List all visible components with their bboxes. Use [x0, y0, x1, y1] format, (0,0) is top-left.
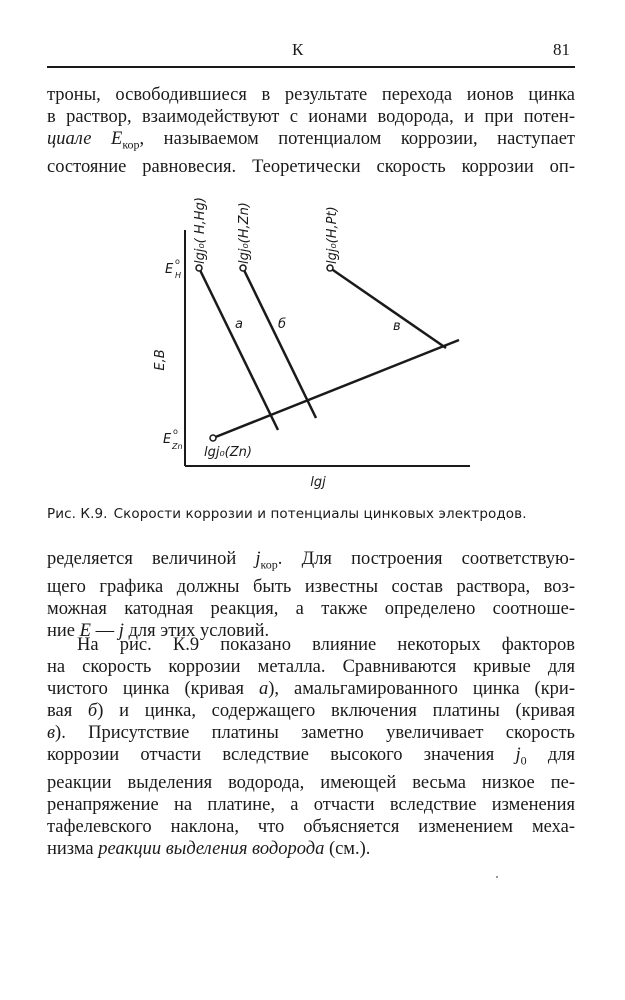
- curve-a-origin-marker: [196, 265, 202, 271]
- paragraph-3-line-3: чистого цинка (кривая а), амальгамированного цинка (кри-: [47, 679, 575, 699]
- x-axis-label: lgj: [310, 475, 326, 490]
- e-kor-symbol: циале $E_{кор}$: [47, 129, 140, 152]
- paragraph-2-line-3: можная катодная реакция, а также определено соотноше-: [47, 598, 575, 619]
- paragraph-3-line-2: на скорость коррозии металла. Сравниваются кривые для: [47, 657, 575, 677]
- paragraph-1-line-1: троны, освободившиеся в результате перехода ионов цинка: [47, 85, 575, 105]
- cross-reference-link[interactable]: реакции выделения водорода: [98, 838, 325, 859]
- figure-caption: [47, 506, 587, 522]
- tick-label-e-zn: [163, 427, 183, 451]
- curve-v-origin-marker: [327, 265, 333, 271]
- curve-v-label: в: [393, 319, 401, 334]
- zinc-origin-marker: [210, 435, 216, 441]
- paragraph-3-line-9: тафелевского наклона, что объясняется изменением меха-: [47, 816, 575, 837]
- curve-b-line: [243, 268, 316, 418]
- curve-b-origin-marker: [240, 265, 246, 271]
- paragraph-1-line-4: состояние равновесия. Теоретически скорость коррозии оп-: [47, 156, 575, 177]
- label-lgj0-h-pt: lgj₀(H,Pt): [325, 206, 340, 264]
- paragraph-3-line-7: реакции выделения водорода, имеющей весьма низкое пе-: [47, 772, 575, 793]
- paragraph-2-line-1: ределяется величиной $j_{кор}$. Для построения соответствую-: [47, 549, 575, 572]
- caption-label: Рис. К.9.: [47, 506, 108, 522]
- svg-text:Zn: Zn: [172, 442, 183, 451]
- paragraph-3-line-10: низма реакции выделения водорода (см.).: [47, 838, 371, 859]
- paragraph-3: [47, 634, 575, 860]
- curve-a-line: [199, 268, 278, 430]
- tick-label-e-h: [165, 257, 181, 280]
- label-lgj0-h-hg: lgj₀( H,Hg): [193, 197, 208, 264]
- paragraph-3-line-5: в). Присутствие платины заметно увеличивает скорость: [47, 723, 575, 743]
- running-header-letter: К: [292, 40, 304, 59]
- paragraph-3-line-4: вая б) и цинка, содержащего включения платины (кривая: [47, 701, 575, 721]
- label-lgj0-zn: lgj₀(Zn): [204, 445, 252, 460]
- paragraph-1-line-3: циале $E_{кор}$, называемом потенциалом коррозии, наступает: [47, 129, 576, 152]
- zinc-anodic-line: [213, 340, 459, 438]
- svg-text:o: o: [173, 427, 178, 436]
- caption-text: Скорости коррозии и потенциалы цинковых электродов.: [113, 506, 527, 522]
- corrosion-diagram: [0, 180, 625, 500]
- print-speck: [496, 876, 498, 878]
- label-lgj0-h-zn: lgj₀(H,Zn): [237, 202, 252, 264]
- curve-a-label: а: [235, 317, 243, 332]
- y-axis-label: E,B: [153, 349, 168, 371]
- curve-b-label: б: [278, 317, 287, 332]
- curve-v-line: [330, 268, 446, 348]
- svg-text:o: o: [175, 257, 180, 266]
- paragraph-2-line-2: щего графика должны быть известны состав раствора, воз-: [47, 576, 575, 597]
- paragraph-2-line-4: ние E — j для этих условий.: [47, 620, 270, 641]
- paragraph-3-line-1: На рис. К.9 показано влияние некоторых факторов: [77, 635, 575, 655]
- figure-k9: [0, 180, 625, 500]
- paragraph-1-line-2: в раствор, взаимодействуют с ионами водорода, и при потен-: [47, 107, 575, 127]
- svg-text:H: H: [175, 271, 182, 280]
- svg-text:E: E: [163, 432, 172, 447]
- paragraph-3-line-8: ренапряжение на платине, а отчасти вследствие изменения: [47, 794, 575, 815]
- paragraph-2: [47, 548, 575, 642]
- page-number: 81: [553, 40, 570, 59]
- paragraph-3-line-6: коррозии отчасти вследствие высокого значения $j_0$ для: [47, 745, 576, 768]
- paragraph-1: [47, 84, 575, 178]
- header-rule: [47, 66, 575, 68]
- svg-text:E: E: [165, 262, 174, 277]
